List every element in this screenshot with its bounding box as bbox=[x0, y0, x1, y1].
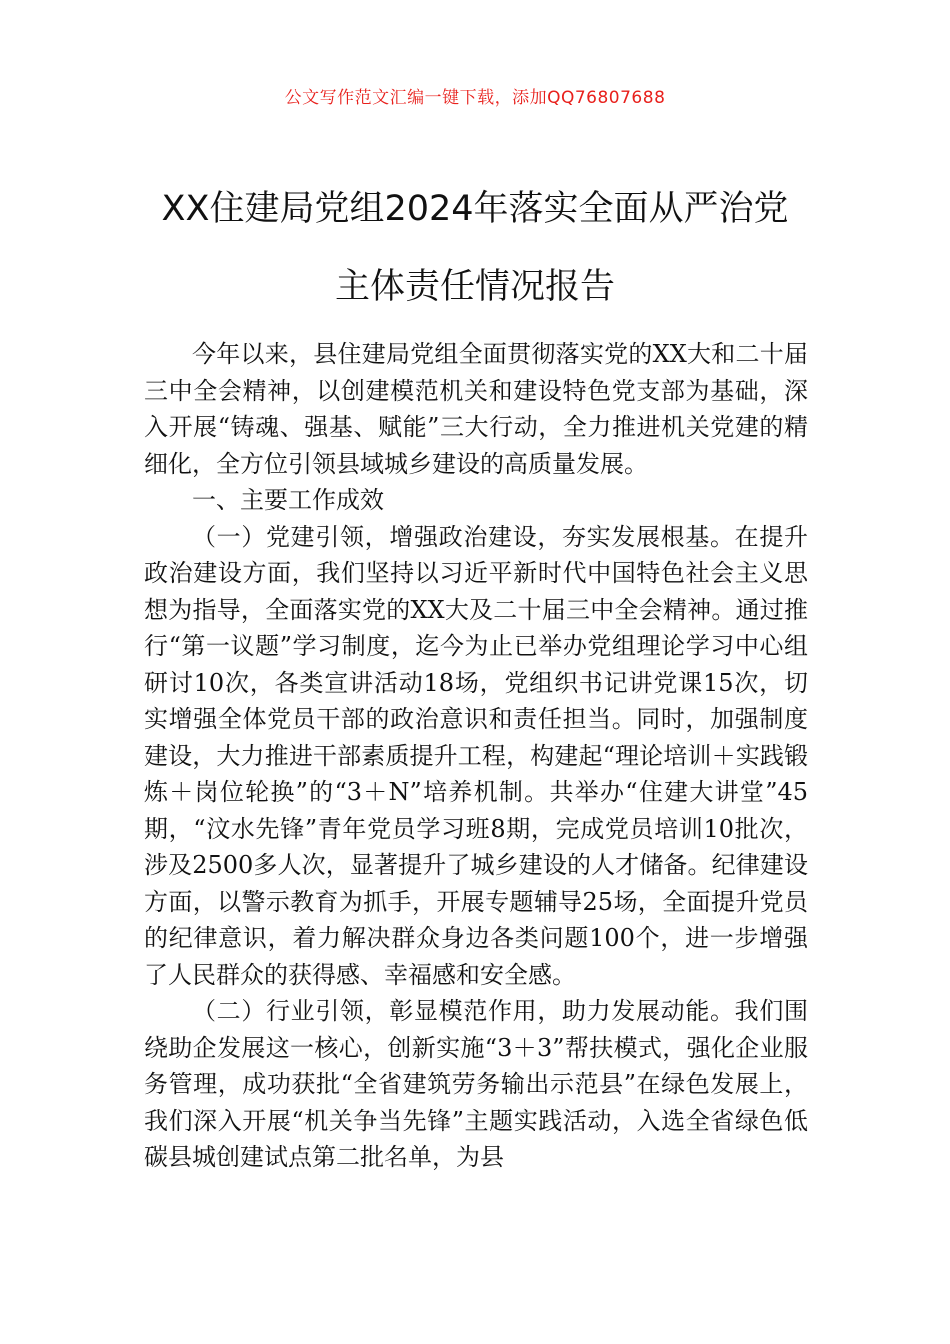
title-line-1: XX住建局党组2024年落实全面从严治党 bbox=[161, 189, 789, 229]
section-heading: 一、主要工作成效 bbox=[192, 486, 384, 514]
paragraph-industry-leadership: （二）行业引领，彰显模范作用，助力发展动能。我们围绕助企发展这一核心，创新实施“3＋3”帮扶模式，强化企业服务管理，成功获批“全省建筑劳务输出示范县”在绿色发展上，我们深入开展“机关争当先锋”主题实践活动，入选全省绿色低碳县城创建试点第二批名单，为县 bbox=[144, 997, 808, 1171]
paragraph-party-building: （一）党建引领，增强政治建设，夯实发展根基。在提升政治建设方面，我们坚持以习近平新时代中国特色社会主义思想为指导，全面落实党的XX大及二十届三中全会精神。通过推行“第一议题”学习制度，迄今为止已举办党组理论学习中心组研讨10次，各类宣讲活动18场，党组织书记讲党课15次，切实增强全体党员干部的政治意识和责任担当。同时，加强制度建设，大力推进干部素质提升工程，构建起“理论培训＋实践锻炼＋岗位轮换”的“3＋N”培养机制。共举办“住建大讲堂”45期，“汶水先锋”青年党员学习班8期，完成党员培训10批次，涉及2500多人次，显著提升了城乡建设的人才储备。纪律建设方面，以警示教育为抓手，开展专题辅导25场，全面提升党员的纪律意识，着力解决群众身边各类问题100个，进一步增强了人民群众的获得感、幸福感和安全感。 bbox=[144, 522, 808, 989]
intro-paragraph: 今年以来，县住建局党组全面贯彻落实党的XX大和二十届三中全会精神，以创建模范机关和建设特色党支部为基础，深入开展“铸魂、强基、赋能”三大行动，全力推进机关党建的精细化，全方位引领县域城乡建设的高质量发展。 bbox=[144, 340, 808, 478]
document-title bbox=[60, 170, 890, 326]
title-line-2: 主体责任情况报告 bbox=[334, 267, 615, 307]
download-watermark-note: 公文写作范文汇编一键下载，添加QQ76807688 bbox=[284, 88, 666, 108]
document-body bbox=[144, 336, 808, 1176]
